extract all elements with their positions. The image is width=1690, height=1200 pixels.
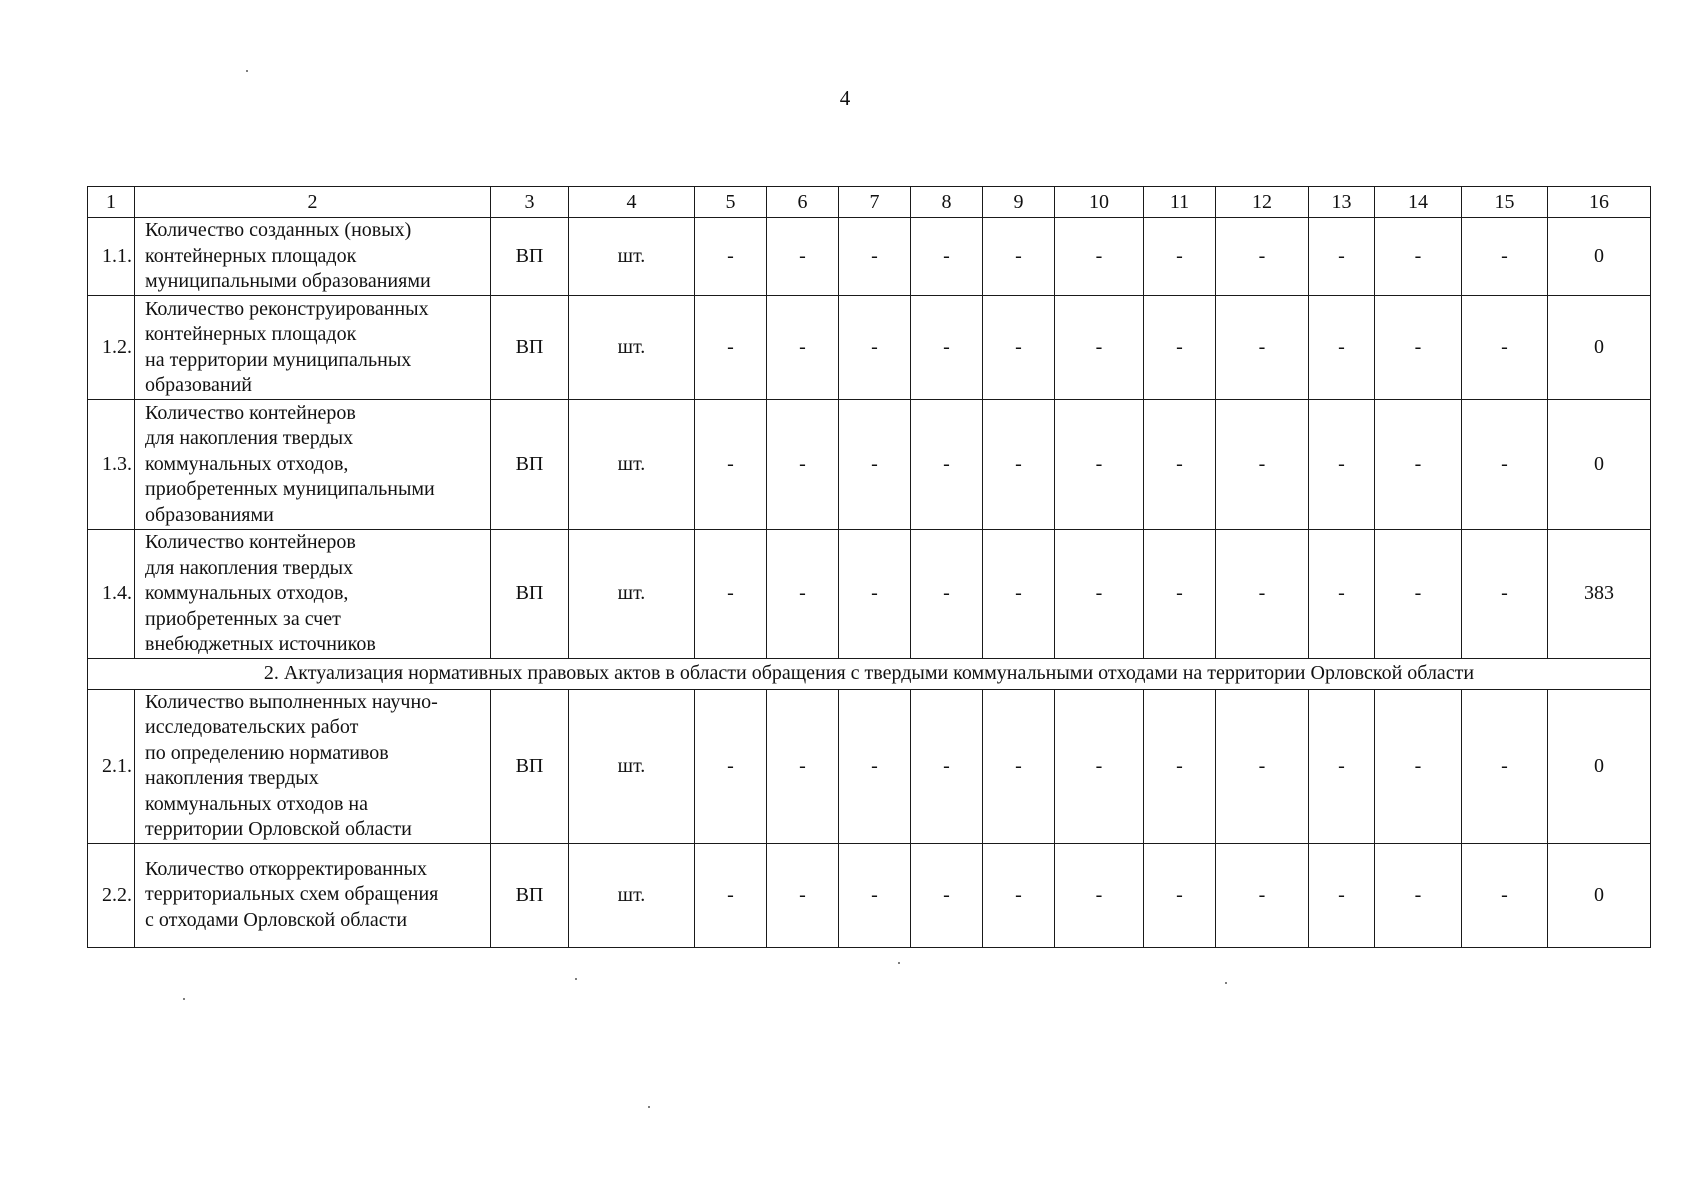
value-cell: -: [767, 689, 839, 843]
value-cell: -: [767, 843, 839, 947]
value-cell: -: [695, 218, 767, 296]
value-cell: -: [767, 218, 839, 296]
value-cell: -: [1462, 296, 1548, 400]
table-body: [88, 187, 1651, 948]
value-cell: -: [983, 218, 1055, 296]
indicator-name: Количество контейнеров для накопления твердых коммунальных отходов, приобретенных муниципальными образованиями: [135, 400, 491, 530]
value-cell: -: [1462, 400, 1548, 530]
value-cell: -: [1144, 689, 1216, 843]
value-cell: 0: [1548, 218, 1651, 296]
value-cell: -: [1216, 400, 1309, 530]
header-cell: 13: [1309, 187, 1375, 218]
value-cell: -: [1462, 843, 1548, 947]
header-cell: 4: [569, 187, 695, 218]
row-number: 1.4.: [88, 530, 135, 659]
value-cell: -: [911, 689, 983, 843]
value-cell: -: [983, 530, 1055, 659]
table-row: [88, 689, 1651, 843]
row-number: 1.1.: [88, 218, 135, 296]
scan-speck: [246, 70, 248, 72]
value-cell: -: [1144, 218, 1216, 296]
value-cell: -: [1309, 218, 1375, 296]
value-cell: -: [983, 296, 1055, 400]
scan-speck: [648, 1106, 650, 1108]
value-cell: -: [1375, 530, 1462, 659]
header-cell: 10: [1055, 187, 1144, 218]
table-row: [88, 218, 1651, 296]
value-cell: -: [695, 530, 767, 659]
scan-speck: [1225, 982, 1227, 984]
value-cell: -: [1375, 400, 1462, 530]
value-cell: -: [1144, 843, 1216, 947]
table-row: [88, 296, 1651, 400]
value-cell: -: [911, 400, 983, 530]
table-row: [88, 400, 1651, 530]
indicator-name: Количество реконструированных контейнерных площадок на территории муниципальных образований: [135, 296, 491, 400]
value-cell: -: [839, 296, 911, 400]
header-row: [88, 187, 1651, 218]
value-cell: 0: [1548, 296, 1651, 400]
value-cell: -: [1309, 400, 1375, 530]
header-cell: 3: [491, 187, 569, 218]
header-cell: 7: [839, 187, 911, 218]
value-cell: -: [1216, 689, 1309, 843]
value-cell: -: [1055, 296, 1144, 400]
unit-cell: шт.: [569, 689, 695, 843]
value-cell: 383: [1548, 530, 1651, 659]
table-row: [88, 843, 1651, 947]
header-cell: 2: [135, 187, 491, 218]
row-number: 2.2.: [88, 843, 135, 947]
source-cell: ВП: [491, 843, 569, 947]
value-cell: -: [1375, 689, 1462, 843]
indicator-name: Количество выполненных научно- исследовательских работ по определению нормативов накопления твердых коммунальных отходов на территории Орловской области: [135, 689, 491, 843]
value-cell: -: [839, 400, 911, 530]
unit-cell: шт.: [569, 400, 695, 530]
value-cell: -: [1216, 296, 1309, 400]
value-cell: 0: [1548, 400, 1651, 530]
value-cell: -: [911, 843, 983, 947]
value-cell: -: [1055, 218, 1144, 296]
value-cell: -: [1375, 218, 1462, 296]
source-cell: ВП: [491, 689, 569, 843]
header-cell: 15: [1462, 187, 1548, 218]
unit-cell: шт.: [569, 530, 695, 659]
value-cell: -: [1144, 530, 1216, 659]
value-cell: -: [839, 689, 911, 843]
value-cell: -: [1216, 530, 1309, 659]
value-cell: -: [1309, 689, 1375, 843]
indicator-name: Количество откорректированных территориальных схем обращения с отходами Орловской области: [135, 843, 491, 947]
source-cell: ВП: [491, 218, 569, 296]
row-number: 1.3.: [88, 400, 135, 530]
value-cell: -: [1055, 843, 1144, 947]
value-cell: -: [1375, 843, 1462, 947]
indicators-table: [87, 186, 1651, 948]
indicator-name: Количество контейнеров для накопления твердых коммунальных отходов, приобретенных за счет внебюджетных источников: [135, 530, 491, 659]
value-cell: -: [983, 400, 1055, 530]
source-cell: ВП: [491, 400, 569, 530]
value-cell: -: [695, 689, 767, 843]
value-cell: -: [1055, 400, 1144, 530]
table-row: [88, 530, 1651, 659]
unit-cell: шт.: [569, 843, 695, 947]
scan-speck: [898, 962, 900, 964]
header-cell: 6: [767, 187, 839, 218]
header-cell: 9: [983, 187, 1055, 218]
value-cell: 0: [1548, 689, 1651, 843]
value-cell: -: [695, 843, 767, 947]
value-cell: -: [1309, 843, 1375, 947]
value-cell: -: [911, 296, 983, 400]
value-cell: -: [1462, 218, 1548, 296]
value-cell: -: [1216, 218, 1309, 296]
value-cell: -: [767, 296, 839, 400]
value-cell: -: [983, 843, 1055, 947]
value-cell: -: [1462, 689, 1548, 843]
header-cell: 1: [88, 187, 135, 218]
value-cell: -: [767, 530, 839, 659]
value-cell: -: [911, 218, 983, 296]
section-row: [88, 658, 1651, 689]
value-cell: -: [983, 689, 1055, 843]
value-cell: -: [839, 530, 911, 659]
scan-speck: [575, 978, 577, 980]
row-number: 2.1.: [88, 689, 135, 843]
value-cell: -: [911, 530, 983, 659]
header-cell: 11: [1144, 187, 1216, 218]
value-cell: -: [1144, 296, 1216, 400]
value-cell: -: [695, 400, 767, 530]
unit-cell: шт.: [569, 296, 695, 400]
source-cell: ВП: [491, 530, 569, 659]
header-cell: 5: [695, 187, 767, 218]
value-cell: -: [1144, 400, 1216, 530]
value-cell: -: [1055, 530, 1144, 659]
value-cell: -: [1462, 530, 1548, 659]
page-number: 4: [839, 86, 851, 110]
value-cell: -: [1055, 689, 1144, 843]
value-cell: 0: [1548, 843, 1651, 947]
header-cell: 16: [1548, 187, 1651, 218]
indicator-name: Количество созданных (новых) контейнерных площадок муниципальными образованиями: [135, 218, 491, 296]
value-cell: -: [1375, 296, 1462, 400]
header-cell: 14: [1375, 187, 1462, 218]
value-cell: -: [695, 296, 767, 400]
section-title: 2. Актуализация нормативных правовых актов в области обращения с твердыми коммунальными отходами на территории Орловской области: [88, 658, 1651, 689]
value-cell: -: [767, 400, 839, 530]
value-cell: -: [1309, 296, 1375, 400]
value-cell: -: [839, 218, 911, 296]
unit-cell: шт.: [569, 218, 695, 296]
header-cell: 8: [911, 187, 983, 218]
source-cell: ВП: [491, 296, 569, 400]
header-cell: 12: [1216, 187, 1309, 218]
value-cell: -: [1216, 843, 1309, 947]
value-cell: -: [839, 843, 911, 947]
row-number: 1.2.: [88, 296, 135, 400]
value-cell: -: [1309, 530, 1375, 659]
scan-speck: [183, 998, 185, 1000]
